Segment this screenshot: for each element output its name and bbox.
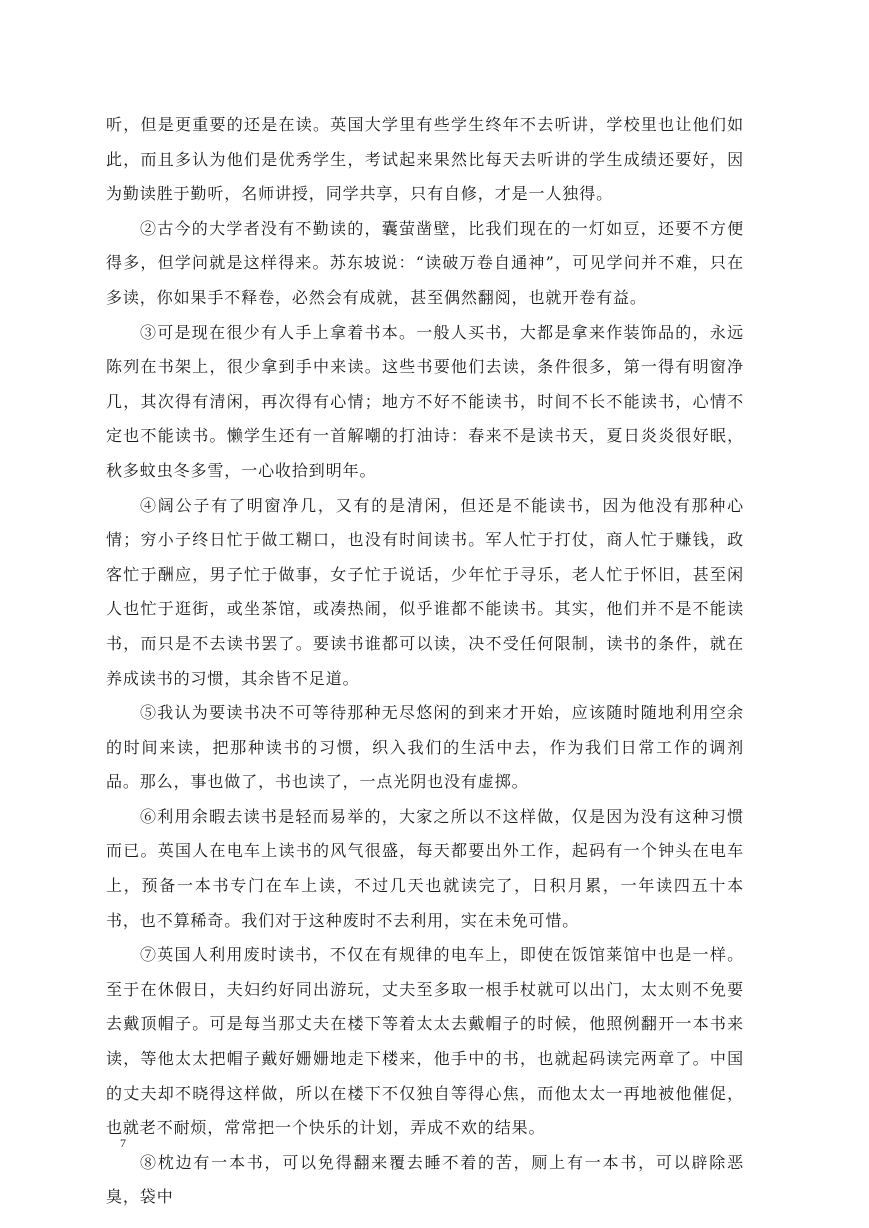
paragraph-5: ⑤我认为要读书决不可等待那种无尽悠闲的到来才开始，应该随时随地利用空余的时间来读，把那种读书的习惯，织入我们的生活中去，作为我们日常工作的调剂品。那么，事也做了，书也读了，一点光阴也没有虚掷。 — [106, 703, 744, 792]
document-page — [106, 108, 744, 1215]
paragraph-3: ③可是现在很少有人手上拿着书本。一般人买书，大都是拿来作装饰品的，永远陈列在书架上，很少拿到手中来读。这些书要他们去读，条件很多，第一得有明窗净几，其次得有清闲，再次得有心情；地方不好不能读书，时间不长不能读书，心情不定也不能读书。懒学生还有一首解嘲的打油诗：春来不是读书天，夏日炎炎很好眠，秋多蚊虫冬多雪，一心收拾到明年。 — [106, 322, 744, 480]
paragraph-2: ②古今的大学者没有不勤读的，囊萤凿壁，比我们现在的一灯如豆，还要不方便得多，但学问就是这样得来。苏东坡说：“读破万卷自通神”，可见学问并不难，只在多读，你如果手不释卷，必然会有成就，甚至偶然翻阅，也就开卷有益。 — [106, 218, 744, 307]
page-number: 7 — [120, 1136, 126, 1150]
paragraph-8: ⑧枕边有一本书，可以免得翻来覆去睡不着的苦，厕上有一本书，可以辟除恶臭，袋中 — [106, 1152, 744, 1207]
paragraph-7: ⑦英国人利用废时读书，不仅在有规律的电车上，即使在饭馆莱馆中也是一样。至于在休假日，夫妇约好同出游玩，丈夫至多取一根手杖就可以出门，太太则不免要去戴顶帽子。可是每当那丈夫在楼下等着太太去戴帽子的时候，他照例翻开一本书来读，等他太太把帽子戴好姗姗地走下楼来，他手中的书，也就起码读完两章了。中国的丈夫却不晓得这样做，所以在楼下不仅独自等得心焦，而他太太一再地被他催促，也就老不耐烦，常常把一个快乐的计划，弄成不欢的结果。 — [106, 945, 744, 1138]
paragraph-4: ④阔公子有了明窗净几，又有的是清闲，但还是不能读书，因为他没有那种心情；穷小子终日忙于做工糊口，也没有时间读书。军人忙于打仗，商人忙于赚钱，政客忙于酬应，男子忙于做事，女子忙于说话，少年忙于寻乐，老人忙于怀旧，甚至闲人也忙于逛街，或坐茶馆，或凑热闹，似乎谁都不能读书。其实，他们并不是不能读书，而只是不去读书罢了。要读书谁都可以读，决不受任何限制，读书的条件，就在养成读书的习惯，其余皆不足道。 — [106, 495, 744, 688]
paragraph-1: 听，但是更重要的还是在读。英国大学里有些学生终年不去听讲，学校里也让他们如此，而且多认为他们是优秀学生，考试起来果然比每天去听讲的学生成绩还要好，因为勤读胜于勤听，名师讲授，同学共享，只有自修，才是一人独得。 — [106, 115, 744, 204]
paragraph-6: ⑥利用余暇去读书是轻而易举的，大家之所以不这样做，仅是因为没有这种习惯而已。英国人在电车上读书的风气很盛，每天都要出外工作，起码有一个钟头在电车上，预备一本书专门在车上读，不过几天也就读完了，日积月累，一年读四五十本书，也不算稀奇。我们对于这种废时不去利用，实在未免可惜。 — [106, 806, 744, 930]
